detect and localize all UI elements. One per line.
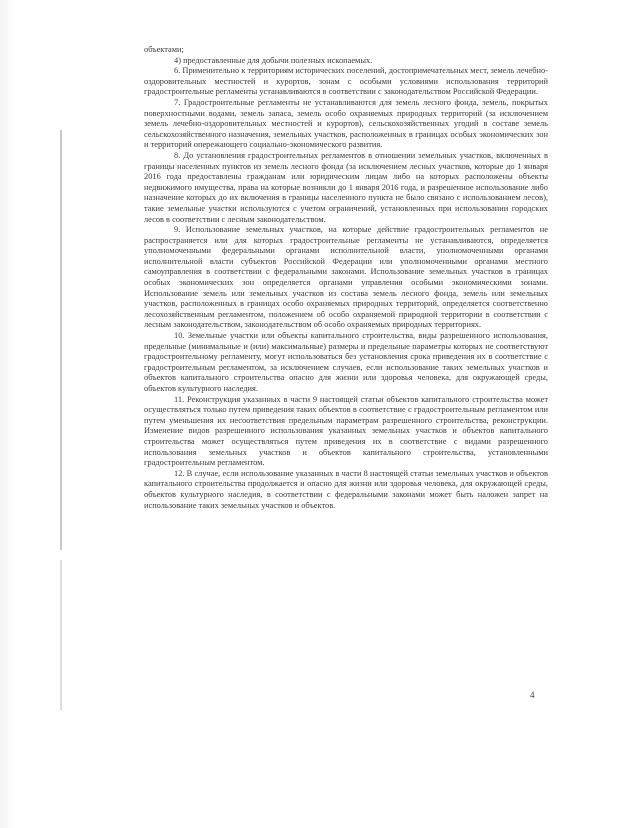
paragraph-8: 8. До установления градостроительных регламентов в отношении земельных участков, включенных в границы населенных пунктов из земель лесного фонда (за исключением лесных участков, которые до 1 января 2016 года предоставлены гражданам или юридическим лицам либо на которых расположены объекты недвижимого имущества, права на которые возникли до 1 января 2016 года, и разрешенное использование либо назначение которых до их включения в границы населенного пункта не было связано с использованием лесов), такие земельные участки используются с учетом ограничений, установленных при использовании городских лесов в соответствии с лесным законодательством.: [144, 150, 548, 224]
paragraph-line-objects: объектами;: [144, 45, 184, 54]
document-body: [144, 45, 548, 511]
paragraph-9: 9. Использование земельных участков, на которые действие градостроительных регламентов не распространяется или для которых градостроительные регламенты не устанавливаются, определяется уполномоченными федеральными органами исполнительной власти, уполномоченными органами исполнительной власти субъектов Российской Федерации или уполномоченными органами местного самоуправления в соответствии с федеральными законами. Использование земельных участков в границах особых экономических зон определяется органами управления особыми экономическими зонами. Использование земель или земельных участков из состава земель лесного фонда, земель или земельных участков, расположенных в границах особо охраняемых природных территорий, определяется соответственно лесохозяйственным регламентом, положением об особо охраняемой природной территории в соответствии с лесным законодательством, законодательством об особо охраняемых природных территориях.: [144, 225, 548, 330]
paragraph-7: 7. Градостроительные регламенты не устанавливаются для земель лесного фонда, земель, покрытых поверхностными водами, земель запаса, земель особо охраняемых природных территорий (за исключением земель лечебно-оздоровительных местностей и курортов), сельскохозяйственных угодий в составе земель сельскохозяйственного назначения, земельных участков, расположенных в границах особых экономических зон и территорий опережающего социально-экономического развития.: [144, 97, 548, 150]
paragraph-6: 6. Применительно к территориям исторических поселений, достопримечательных мест, земель лечебно-оздоровительных местностей и курортов, зонам с особыми условиями использования территорий градостроительные регламенты устанавливаются в соответствии с законодательством Российской Федерации.: [144, 66, 548, 97]
page-number: 4: [530, 690, 535, 700]
scan-edge-shadow: [0, 0, 14, 828]
binding-margin-mark-lower: [60, 560, 62, 710]
paragraph-10: 10. Земельные участки или объекты капитального строительства, виды разрешенного использования, предельные (минимальные и (или) максимальные) размеры и предельные параметры которых не соответствуют градостроительному регламенту, могут использоваться без установления срока приведения их в соответствие с градостроительным регламентом, за исключением случаев, если использование таких земельных участков и объектов капитального строительства опасно для жизни или здоровья человека, для окружающей среды, объектов культурного наследия.: [144, 331, 548, 393]
binding-margin-mark: [60, 130, 62, 550]
paragraph-11: 11. Реконструкция указанных в части 9 настоящей статьи объектов капитального строительства может осуществляться только путем приведения таких объектов в соответствие с градостроительным регламентом или путем уменьшения их несоответствия предельным параметрам разрешенного строительства, реконструкции. Изменение видов разрешенного использования указанных земельных участков и объектов капитального строительства может осуществляться путем приведения их в соответствие с видами разрешенного использования земельных участков и объектов капитального строительства, установленными градостроительным регламентом.: [144, 394, 548, 468]
paragraph-12: 12. В случае, если использование указанных в части 8 настоящей статьи земельных участков и объектов капитального строительства продолжается и опасно для жизни или здоровья человека, для окружающей среды, объектов культурного наследия, в соответствии с федеральными законами может быть наложен запрет на использование таких земельных участков и объектов.: [144, 468, 548, 510]
paragraph-item-4: 4) предоставленные для добычи полезных ископаемых.: [174, 55, 373, 65]
